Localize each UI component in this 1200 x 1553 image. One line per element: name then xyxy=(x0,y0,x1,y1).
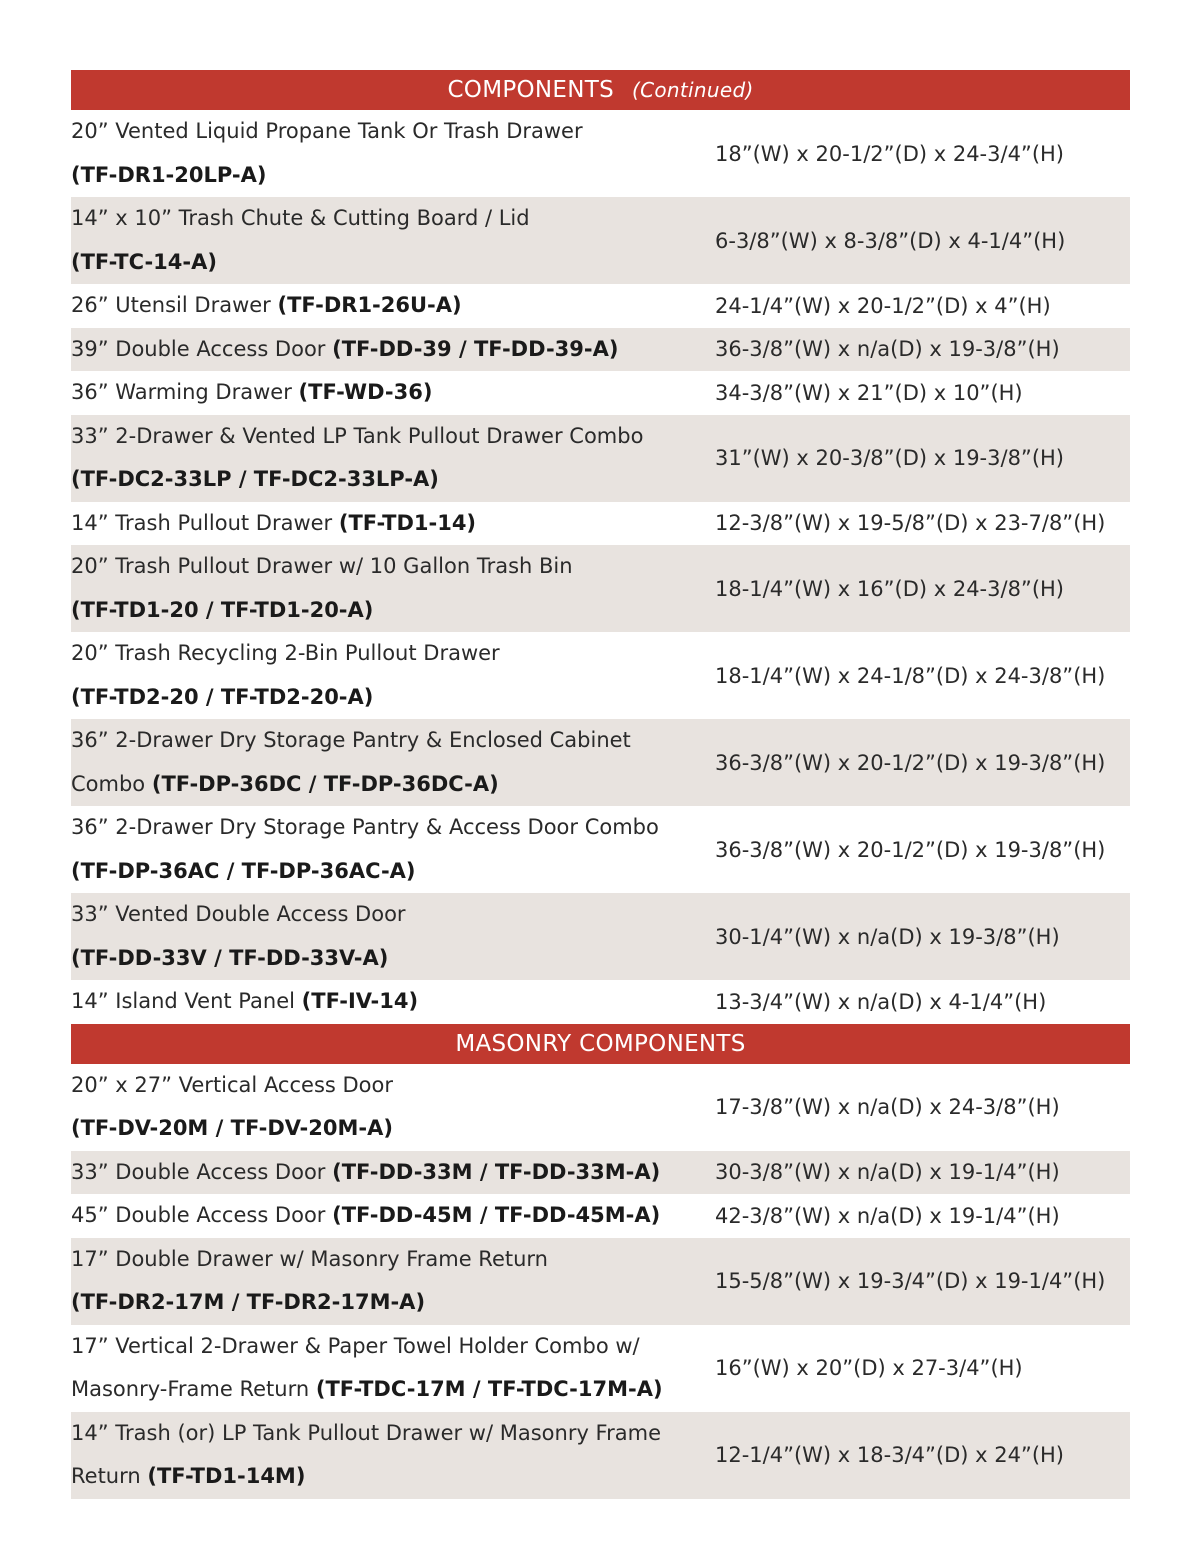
item-name: 36” 2-Drawer Dry Storage Pantry & Enclosed Cabinet xyxy=(71,728,631,752)
item-name-line2-wrap xyxy=(71,1455,715,1499)
item-code: (TF-TDC-17M / TF-TDC-17M-A) xyxy=(315,1377,663,1401)
item-code: (TF-TC-14-A) xyxy=(71,249,217,274)
table-row xyxy=(71,1151,1130,1195)
section-title: MASONRY COMPONENTS xyxy=(455,1030,746,1057)
item-name-cell xyxy=(71,1151,715,1195)
item-name: 33” Double Access Door xyxy=(71,1159,326,1184)
table-row xyxy=(71,1194,1130,1238)
table-row xyxy=(71,893,1130,980)
item-dimensions: 36-3/8”(W) x n/a(D) x 19-3/8”(H) xyxy=(715,337,1060,362)
item-name-line2: Combo xyxy=(71,771,146,796)
item-name: 20” Trash Pullout Drawer w/ 10 Gallon Trash Bin xyxy=(71,554,573,578)
item-name-cell xyxy=(71,284,715,328)
item-name: 14” Trash Pullout Drawer xyxy=(71,510,333,535)
table-row xyxy=(71,110,1130,197)
item-name-cell xyxy=(71,502,715,546)
item-dimensions: 18-1/4”(W) x 24-1/8”(D) x 24-3/8”(H) xyxy=(715,663,1106,688)
item-code: (TF-DR2-17M / TF-DR2-17M-A) xyxy=(71,1290,426,1314)
item-name-cell xyxy=(71,806,715,893)
item-name-cell xyxy=(71,110,715,197)
section-header-components xyxy=(71,70,1130,110)
item-name-line2-wrap xyxy=(71,763,715,807)
table-row xyxy=(71,415,1130,502)
table-row xyxy=(71,502,1130,546)
item-code: (TF-DD-45M / TF-DD-45M-A) xyxy=(332,1203,661,1227)
item-name-cell xyxy=(71,197,715,284)
item-code: (TF-IV-14) xyxy=(301,989,419,1013)
item-dimensions: 12-3/8”(W) x 19-5/8”(D) x 23-7/8”(H) xyxy=(715,511,1106,536)
item-name: 33” 2-Drawer & Vented LP Tank Pullout Drawer Combo xyxy=(71,423,644,448)
item-name: 14” Island Vent Panel xyxy=(71,989,295,1013)
item-dimensions: 12-1/4”(W) x 18-3/4”(D) x 24”(H) xyxy=(715,1443,1064,1467)
item-name-cell xyxy=(71,719,715,806)
item-name-cell xyxy=(71,1064,715,1151)
item-name-cell xyxy=(71,632,715,719)
item-dimensions: 30-3/8”(W) x n/a(D) x 19-1/4”(H) xyxy=(715,1160,1060,1185)
table-row xyxy=(71,1064,1130,1151)
item-dimensions: 42-3/8”(W) x n/a(D) x 19-1/4”(H) xyxy=(715,1203,1060,1228)
item-dimensions: 36-3/8”(W) x 20-1/2”(D) x 19-3/8”(H) xyxy=(715,837,1106,862)
item-dimensions: 17-3/8”(W) x n/a(D) x 24-3/8”(H) xyxy=(715,1095,1060,1119)
item-name-line2: Return xyxy=(71,1464,141,1488)
item-code: (TF-TD1-14M) xyxy=(147,1464,306,1488)
item-code: (TF-DR1-26U-A) xyxy=(277,293,462,317)
section-subtitle: (Continued) xyxy=(632,78,754,102)
item-dimensions: 16”(W) x 20”(D) x 27-3/4”(H) xyxy=(715,1356,1023,1380)
item-name-cell xyxy=(71,1238,715,1325)
item-name: 17” Vertical 2-Drawer & Paper Towel Holder Combo w/ xyxy=(71,1333,640,1358)
item-dimensions: 34-3/8”(W) x 21”(D) x 10”(H) xyxy=(715,380,1023,405)
item-name: 39” Double Access Door xyxy=(71,336,326,361)
item-code: (TF-TD1-20 / TF-TD1-20-A) xyxy=(71,597,374,622)
section-header-masonry xyxy=(71,1024,1130,1064)
item-name: 17” Double Drawer w/ Masonry Frame Return xyxy=(71,1246,548,1271)
item-dimensions: 18-1/4”(W) x 16”(D) x 24-3/8”(H) xyxy=(715,576,1064,601)
item-dimensions: 36-3/8”(W) x 20-1/2”(D) x 19-3/8”(H) xyxy=(715,750,1106,775)
table-row xyxy=(71,371,1130,415)
item-name: 20” Vented Liquid Propane Tank Or Trash Drawer xyxy=(71,119,583,143)
item-code: (TF-WD-36) xyxy=(298,380,433,404)
table-row xyxy=(71,1238,1130,1325)
item-dimensions: 13-3/4”(W) x n/a(D) x 4-1/4”(H) xyxy=(715,989,1047,1014)
item-dimensions: 6-3/8”(W) x 8-3/8”(D) x 4-1/4”(H) xyxy=(715,228,1066,253)
table-row xyxy=(71,980,1130,1024)
item-code: (TF-TD2-20 / TF-TD2-20-A) xyxy=(71,684,374,709)
item-code: (TF-DD-39 / TF-DD-39-A) xyxy=(332,336,619,361)
item-name-cell xyxy=(71,1412,715,1499)
item-name: 14” Trash (or) LP Tank Pullout Drawer w/ Masonry Frame xyxy=(71,1420,661,1445)
item-name-cell xyxy=(71,415,715,502)
item-code: (TF-DD-33V / TF-DD-33V-A) xyxy=(71,945,389,970)
item-code: (TF-DC2-33LP / TF-DC2-33LP-A) xyxy=(71,467,439,491)
table-row xyxy=(71,284,1130,328)
item-name: 33” Vented Double Access Door xyxy=(71,902,406,926)
item-name-cell xyxy=(71,1325,715,1412)
item-dimensions: 31”(W) x 20-3/8”(D) x 19-3/8”(H) xyxy=(715,446,1064,470)
table-row xyxy=(71,545,1130,632)
table-row xyxy=(71,632,1130,719)
item-name-line2-wrap xyxy=(71,1368,715,1412)
item-name: 26” Utensil Drawer xyxy=(71,293,271,317)
item-dimensions: 30-1/4”(W) x n/a(D) x 19-3/8”(H) xyxy=(715,924,1060,949)
item-dimensions: 15-5/8”(W) x 19-3/4”(D) x 19-1/4”(H) xyxy=(715,1269,1106,1293)
table-row xyxy=(71,719,1130,806)
item-name-cell xyxy=(71,980,715,1024)
item-code: (TF-DR1-20LP-A) xyxy=(71,162,267,187)
table-row xyxy=(71,1412,1130,1499)
item-name-cell xyxy=(71,545,715,632)
item-name-line2: Masonry-Frame Return xyxy=(71,1377,310,1401)
table-row xyxy=(71,197,1130,284)
table-row xyxy=(71,1325,1130,1412)
item-name: 20” x 27” Vertical Access Door xyxy=(71,1072,394,1097)
item-code: (TF-DP-36AC / TF-DP-36AC-A) xyxy=(71,858,416,883)
item-code: (TF-TD1-14) xyxy=(338,510,477,535)
spec-table xyxy=(71,70,1130,1499)
item-name: 45” Double Access Door xyxy=(71,1203,326,1227)
item-name-cell xyxy=(71,1194,715,1238)
item-code: (TF-DV-20M / TF-DV-20M-A) xyxy=(71,1116,393,1140)
item-name: 36” Warming Drawer xyxy=(71,380,292,404)
item-name: 20” Trash Recycling 2-Bin Pullout Drawer xyxy=(71,641,500,665)
table-row xyxy=(71,328,1130,372)
item-code: (TF-DP-36DC / TF-DP-36DC-A) xyxy=(151,771,499,796)
item-name: 36” 2-Drawer Dry Storage Pantry & Access Door Combo xyxy=(71,815,659,839)
item-name-cell xyxy=(71,328,715,372)
item-dimensions: 24-1/4”(W) x 20-1/2”(D) x 4”(H) xyxy=(715,293,1051,318)
item-name: 14” x 10” Trash Chute & Cutting Board / Lid xyxy=(71,206,530,230)
item-code: (TF-DD-33M / TF-DD-33M-A) xyxy=(332,1159,661,1184)
section-title: COMPONENTS xyxy=(447,77,615,103)
table-row xyxy=(71,806,1130,893)
item-dimensions: 18”(W) x 20-1/2”(D) x 24-3/4”(H) xyxy=(715,141,1064,166)
item-name-cell xyxy=(71,371,715,415)
item-name-cell xyxy=(71,893,715,980)
